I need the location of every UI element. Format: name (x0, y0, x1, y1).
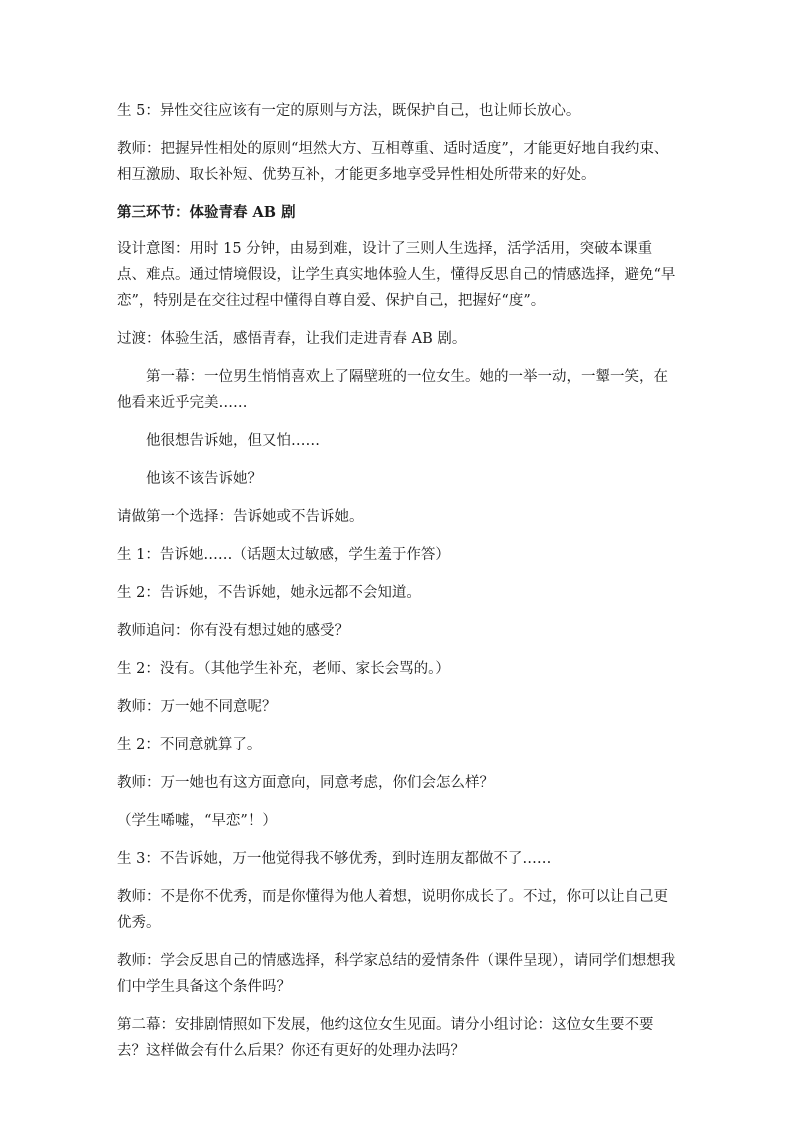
paragraph-first-choice: 请做第一个选择：告诉她或不告诉她。 (117, 509, 364, 525)
paragraph-act-one: 第一幕：一位男生悄悄喜欢上了隔壁班的一位女生。她的一举一动，一颦一笑，在他看来近乎完美…… (117, 369, 668, 411)
paragraph-student1: 生 1：告诉她……（话题太过敏感，学生羞于作答） (117, 547, 450, 563)
paragraph-act-one-question: 他该不该告诉她？ (146, 471, 262, 487)
paragraph-student2-c: 生 2：不同意就算了。 (117, 737, 262, 753)
paragraph-act-two: 第二幕：安排剧情照如下发展，他约这位女生见面。请分小组讨论：这位女生要不要去？这样做会有什么后果？你还有更好的处理办法吗？ (117, 1017, 654, 1059)
paragraph-teacher-followup: 教师追问：你有没有想过她的感受？ (117, 623, 349, 639)
paragraph-act-one-fear: 他很想告诉她，但又怕…… (146, 433, 320, 449)
paragraph-transition: 过渡：体验生活，感悟青春，让我们走进青春 AB 剧。 (117, 331, 467, 347)
paragraph-student3: 生 3：不告诉她，万一他觉得我不够优秀，到时连朋友都做不了…… (117, 851, 552, 867)
paragraph-design-intent: 设计意图：用时 15 分钟，由易到难，设计了三则人生选择，活学活用，突破本课重点、难点。通过情境假设，让学生真实地体验人生，懂得反思自己的情感选择，避免“早恋”，特别是在交往过程中懂得自尊自爱、保护自己，把握好“度”。 (117, 241, 676, 309)
paragraph-teacher-reflect: 教师：学会反思自己的情感选择，科学家总结的爱情条件（课件呈现），请同学们想想我们中学生具备这个条件吗？ (117, 953, 676, 995)
paragraph-student5: 生 5：异性交往应该有一定的原则与方法，既保护自己，也让师长放心。 (117, 103, 581, 119)
paragraph-teacher-growth: 教师：不是你不优秀，而是你懂得为他人着想，说明你成长了。不过，你可以让自己更优秀。 (117, 889, 668, 931)
document-page (117, 98, 677, 1076)
paragraph-teacher-agree: 教师：万一她也有这方面意向，同意考虑，你们会怎么样？ (117, 775, 494, 791)
paragraph-student2-b: 生 2：没有。（其他学生补充，老师、家长会骂的。） (117, 661, 450, 677)
paragraph-student2-a: 生 2：告诉她，不告诉她，她永远都不会知道。 (117, 585, 421, 601)
paragraph-teacher-disagree: 教师：万一她不同意呢？ (117, 699, 277, 715)
paragraph-teacher-principles: 教师：把握异性相处的原则“坦然大方、互相尊重、适时适度”，才能更好地自我约束、相互激励、取长补短、优势互补，才能更多地享受异性相处所带来的好处。 (117, 141, 669, 183)
section-heading-third-stage: 第三环节：体验青春 AB 剧 (117, 204, 296, 221)
paragraph-students-react: （学生唏嘘，“早恋”！） (117, 813, 277, 829)
